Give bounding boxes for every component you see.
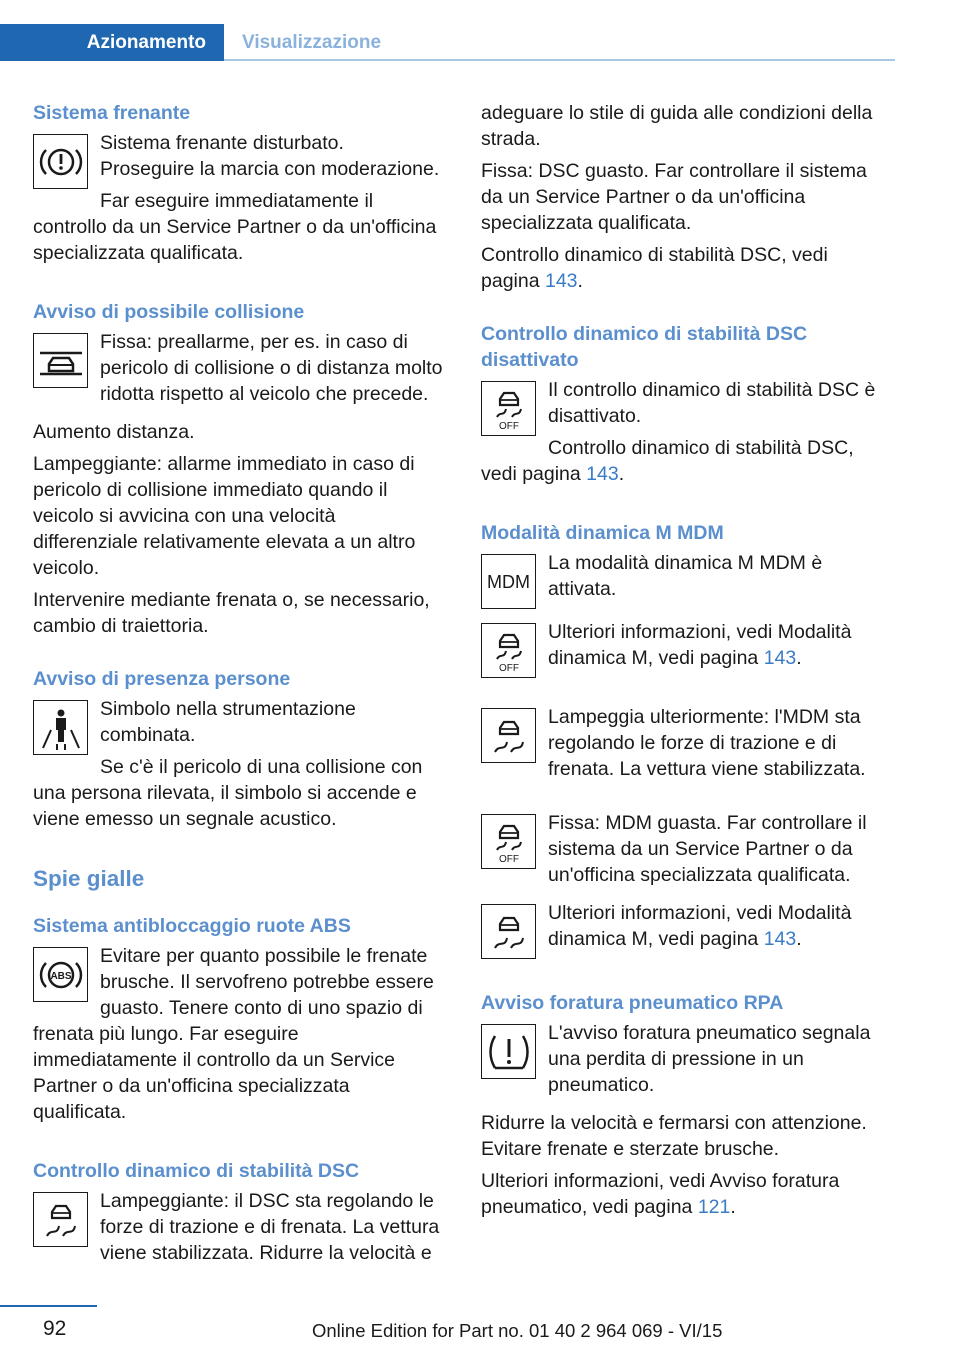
paragraph: Evitare per quanto possibile le frenate brusche. Il servofreno potrebbe essere guasto. Tenere conto di uno spazio di frenata più lungo. Far eseguire immediatamente il controllo da un Service Partner o da un'officina specializzata qualificata. [33, 945, 434, 1123]
entry [481, 377, 891, 493]
section-heading: Sistema antibloccaggio ruote ABS [33, 915, 351, 937]
tab-azionamento[interactable]: Azionamento [0, 24, 224, 61]
section-heading: Avviso di presenza persone [33, 668, 291, 690]
paragraph: Lampeggiante: allarme immediato in caso di pericolo di collisione immediato quando il veicolo si avvicina con una velocità differenziale relativamente elevata a un altro veicolo. [33, 453, 416, 579]
tire-pressure-warning-icon [481, 1024, 536, 1079]
section-mdm [481, 520, 891, 963]
paragraph [481, 900, 891, 952]
paragraph: Il controllo dinamico di stabilità DSC è disattivato. [548, 379, 876, 427]
brake-warning-icon [33, 134, 88, 189]
dsc-off-icon [481, 623, 536, 678]
text: Controllo dinamico di stabilità DSC, vedi pagina [481, 437, 854, 485]
section-abs [33, 913, 443, 1131]
entry [481, 810, 891, 894]
paragraph: L'avviso foratura pneumatico segnala una perdita di pressione in un pneumatico. [548, 1022, 871, 1096]
section-rpa [481, 990, 891, 1220]
paragraph: Fissa: DSC guasto. Far controllare il sistema da un Service Partner o da un'officina specializzata qualificata. [481, 160, 867, 234]
paragraph [481, 1168, 891, 1220]
section-dsc-continued [481, 100, 891, 294]
paragraph [481, 619, 891, 671]
text: . [730, 1196, 736, 1218]
paragraph [481, 435, 891, 487]
svg-text:ABS: ABS [49, 970, 72, 982]
text: . [618, 463, 625, 485]
collision-warning-icon [33, 333, 88, 388]
paragraph: adeguare lo stile di guida alle condizioni della strada. [481, 102, 873, 150]
text: . [796, 928, 802, 950]
section-avviso-collisione [33, 299, 443, 639]
page-link[interactable]: 143 [586, 463, 619, 485]
paragraph [481, 242, 891, 294]
footer-edition: Online Edition for Part no. 01 40 2 964 069 - VI/15 [312, 1320, 723, 1341]
header-tabs [0, 24, 895, 61]
section-dsc [33, 1158, 443, 1272]
paragraph: Lampeggiante: il DSC sta regolando le forze di trazione e di frenata. La vettura viene stabilizzata. Ridurre la velocità e [100, 1190, 440, 1264]
entry [481, 550, 891, 613]
entry [33, 130, 443, 272]
paragraph: Se c'è il pericolo di una collisione con una persona rilevata, il simbolo si accende e viene emesso un segnale acustico. [33, 756, 423, 830]
page-link[interactable]: 143 [763, 647, 797, 669]
paragraph: Sistema frenante disturbato. Proseguire la marcia con moderazione. [100, 132, 440, 180]
entry [33, 329, 443, 413]
section-avviso-persone [33, 666, 443, 838]
paragraph: Simbolo nella strumentazione combinata. [100, 698, 356, 746]
section-dsc-off [481, 321, 891, 493]
section-heading: Avviso di possibile collisione [33, 301, 305, 323]
right-column [481, 100, 891, 1247]
paragraph: Far eseguire immediatamente il controllo da un Service Partner o da un'officina specializzata qualificata. [33, 190, 437, 264]
section-heading: Modalità dinamica M MDM [481, 522, 724, 544]
dsc-icon [481, 708, 536, 763]
svg-text:OFF: OFF [498, 420, 519, 431]
text: Ulteriori informazioni, vedi Modalità dinamica M, vedi pagina [548, 902, 852, 950]
page-link[interactable]: 143 [763, 928, 797, 950]
paragraph: La modalità dinamica M MDM è attivata. [548, 552, 823, 600]
left-column [33, 100, 443, 1299]
paragraph: Intervenire mediante frenata o, se necessario, cambio di traiettoria. [33, 589, 430, 637]
entry [33, 1188, 443, 1272]
section-sistema-frenante [33, 100, 443, 272]
text: Ulteriori informazioni, vedi Avviso foratura pneumatico, vedi pagina [481, 1170, 840, 1218]
entry [481, 1020, 891, 1104]
section-heading: Avviso foratura pneumatico RPA [481, 992, 784, 1014]
paragraph: Fissa: MDM guasta. Far controllare il sistema da un Service Partner o da un'officina specializzata qualificata. [548, 812, 867, 886]
paragraph: Fissa: preallarme, per es. in caso di pericolo di collisione o di distanza molto ridotta rispetto al veicolo che precede. [100, 331, 443, 405]
dsc-off-icon [481, 814, 536, 869]
dsc-icon [481, 904, 536, 959]
chapter-heading: Spie gialle [33, 866, 145, 891]
page-link[interactable]: 121 [697, 1196, 731, 1218]
tab-visualizzazione[interactable]: Visualizzazione [242, 32, 382, 53]
section-heading: Controllo dinamico di stabilità DSC [33, 1160, 360, 1182]
paragraph: Aumento distanza. [33, 421, 195, 443]
text: . [577, 270, 583, 292]
text: . [796, 647, 802, 669]
tab-underline [224, 59, 895, 61]
text: Controllo dinamico di stabilità DSC, vedi pagina [481, 244, 828, 292]
section-heading: Controllo dinamico di stabilità DSC disattivato [481, 323, 808, 371]
dsc-icon [33, 1192, 88, 1247]
page-number: 92 [43, 1317, 67, 1340]
abs-icon [33, 947, 88, 1002]
entry [481, 900, 891, 963]
entry [481, 619, 891, 682]
mdm-icon [481, 554, 536, 609]
svg-text:OFF: OFF [498, 662, 519, 673]
section-heading: Sistema frenante [33, 102, 191, 124]
page-link[interactable]: 143 [544, 270, 578, 292]
svg-text:OFF: OFF [498, 853, 519, 864]
text: Ulteriori informazioni, vedi Modalità dinamica M, vedi pagina [548, 621, 852, 669]
paragraph: Lampeggia ulteriormente: l'MDM sta regolando le forze di trazione e di frenata. La vettura viene stabilizzata. [548, 706, 866, 780]
dsc-off-icon [481, 381, 536, 436]
pedestrian-warning-icon [33, 700, 88, 755]
mdm-icon-text: MDM [487, 571, 530, 592]
footer-rule [0, 1305, 97, 1307]
entry [33, 943, 443, 1131]
entry [481, 704, 891, 788]
paragraph: Ridurre la velocità e fermarsi con attenzione. Evitare frenate e sterzate brusche. [481, 1112, 867, 1160]
entry [33, 696, 443, 838]
